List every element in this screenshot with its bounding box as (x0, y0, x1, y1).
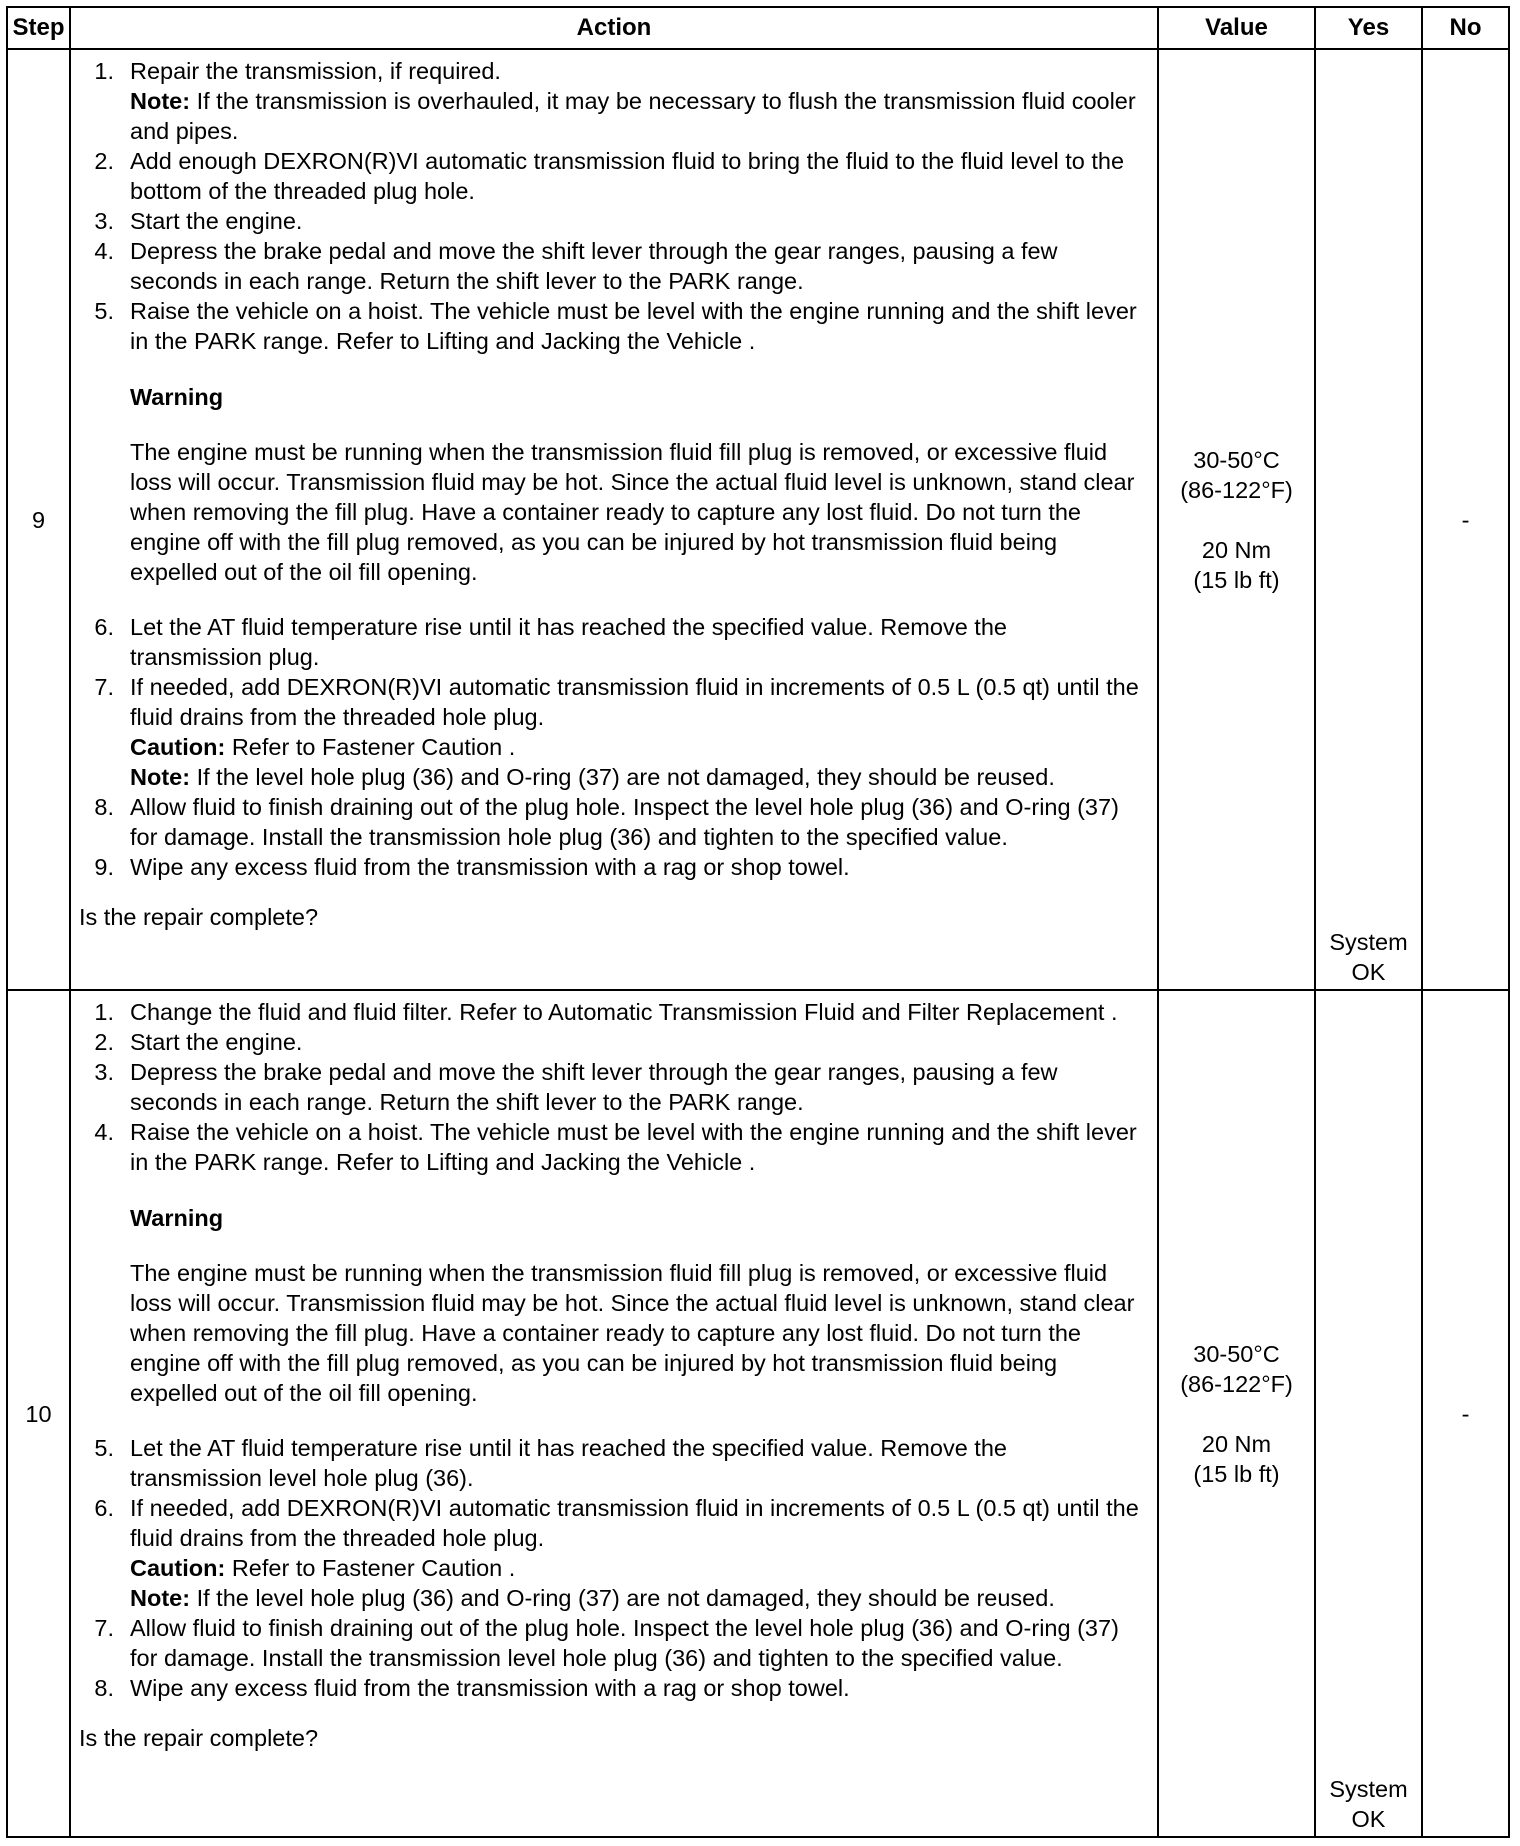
procedure-list (79, 997, 1143, 1177)
action-cell (70, 990, 1158, 1837)
step-number: 10 (7, 990, 70, 1837)
list-item: 4. Depress the brake pedal and move the shift lever through the gear ranges, pausing a few seconds in each range. Return the shift lever to the PARK range. (94, 238, 1058, 294)
procedure-list (79, 1433, 1143, 1703)
list-item: 1. Change the fluid and fluid filter. Refer to Automatic Transmission Fluid and Filter Replacement . (94, 999, 1118, 1025)
temp-celsius: 30-50°C (1193, 1340, 1280, 1367)
no-cell: - (1422, 990, 1509, 1837)
procedure-list (79, 56, 1143, 356)
yes-cell: System OK (1315, 49, 1422, 990)
list-item: 8. Wipe any excess fluid from the transmission with a rag or shop towel. (94, 1675, 850, 1701)
list-item: 7. If needed, add DEXRON(R)VI automatic transmission fluid in increments of 0.5 L (0.5 qt) until the fluid drains from the threaded hole plug. Caution: Refer to Fastener Caution . Note: If the level hole plug (36) and O-ring (37) are not damaged, they should be reused. (79, 672, 1143, 792)
diagnostic-table (6, 6, 1510, 1838)
action-cell (70, 49, 1158, 990)
header-value: Value (1158, 7, 1315, 49)
list-item: 8. Allow fluid to finish draining out of the plug hole. Inspect the level hole plug (36) and O-ring (37) for damage. Install the transmission hole plug (36) and tighten to the specified value. (94, 794, 1119, 850)
temp-fahrenheit: (86-122°F) (1180, 476, 1293, 503)
question: Is the repair complete? (79, 1725, 319, 1751)
list-item: 2. Add enough DEXRON(R)VI automatic transmission fluid to bring the fluid to the fluid level to the bottom of the threaded plug hole. (94, 148, 1125, 204)
step-number: 9 (7, 49, 70, 990)
table-row-step-9 (7, 49, 1509, 990)
no-cell: - (1422, 49, 1509, 990)
torque-nm: 20 Nm (1201, 536, 1272, 563)
table-row-step-10 (7, 990, 1509, 1837)
warning-title: Warning (130, 384, 224, 410)
value-cell (1158, 990, 1315, 1837)
list-item: 4. Raise the vehicle on a hoist. The vehicle must be level with the engine running and the shift lever in the PARK range. Refer to Lifting and Jacking the Vehicle . (94, 1119, 1137, 1175)
note: Note: If the level hole plug (36) and O-ring (37) are not damaged, they should be reused. (130, 1585, 1055, 1611)
temp-fahrenheit: (86-122°F) (1180, 1370, 1293, 1397)
torque-lbft: (15 lb ft) (1193, 1460, 1280, 1487)
caution: Caution: Refer to Fastener Caution . (130, 734, 516, 760)
header-yes: Yes (1315, 7, 1422, 49)
yes-cell: System OK (1315, 990, 1422, 1837)
list-item: 2. Start the engine. (94, 1029, 303, 1055)
list-item: 7. Allow fluid to finish draining out of the plug hole. Inspect the level hole plug (36) and O-ring (37) for damage. Install the transmission level hole plug (36) and tighten to the specified value. (94, 1615, 1119, 1671)
list-item: 6. If needed, add DEXRON(R)VI automatic transmission fluid in increments of 0.5 L (0.5 qt) until the fluid drains from the threaded hole plug. Caution: Refer to Fastener Caution . Note: If the level hole plug (36) and O-ring (37) are not damaged, they should be reused. (79, 1493, 1143, 1613)
header-action: Action (70, 7, 1158, 49)
list-item: 3. Depress the brake pedal and move the shift lever through the gear ranges, pausing a few seconds in each range. Return the shift lever to the PARK range. (94, 1059, 1058, 1115)
procedure-list (79, 612, 1143, 882)
warning-text: The engine must be running when the transmission fluid fill plug is removed, or excessive fluid loss will occur. Transmission fluid may be hot. Since the actual fluid level is unknown, stand clear when removing the fill plug. Have a container ready to capture any lost fluid. Do not turn the engine off with the fill plug removed, as you can be injured by hot transmission fluid being expelled out of the oil fill opening. (130, 439, 1135, 585)
question: Is the repair complete? (79, 904, 319, 930)
list-item: 9. Wipe any excess fluid from the transmission with a rag or shop towel. (94, 854, 850, 880)
header-step: Step (7, 7, 70, 49)
list-item: 1. Repair the transmission, if required. Note: If the transmission is overhauled, it may be necessary to flush the transmission fluid cooler and pipes. (79, 56, 1143, 146)
list-item: 3. Start the engine. (94, 208, 303, 234)
list-item: 5. Let the AT fluid temperature rise until it has reached the specified value. Remove the transmission level hole plug (36). (94, 1435, 1007, 1491)
warning-title: Warning (130, 1205, 224, 1231)
caution: Caution: Refer to Fastener Caution . (130, 1555, 516, 1581)
value-cell (1158, 49, 1315, 990)
temp-celsius: 30-50°C (1193, 446, 1280, 473)
list-item: 5. Raise the vehicle on a hoist. The vehicle must be level with the engine running and the shift lever in the PARK range. Refer to Lifting and Jacking the Vehicle . (94, 298, 1137, 354)
note: Note: If the level hole plug (36) and O-ring (37) are not damaged, they should be reused. (130, 764, 1055, 790)
torque-nm: 20 Nm (1201, 1430, 1272, 1457)
header-row (7, 7, 1509, 49)
header-no: No (1422, 7, 1509, 49)
list-item: 6. Let the AT fluid temperature rise until it has reached the specified value. Remove the transmission plug. (94, 614, 1007, 670)
torque-lbft: (15 lb ft) (1193, 566, 1280, 593)
warning-text: The engine must be running when the transmission fluid fill plug is removed, or excessive fluid loss will occur. Transmission fluid may be hot. Since the actual fluid level is unknown, stand clear when removing the fill plug. Have a container ready to capture any lost fluid. Do not turn the engine off with the fill plug removed, as you can be injured by hot transmission fluid being expelled out of the oil fill opening. (130, 1260, 1135, 1406)
note: Note: If the transmission is overhauled, it may be necessary to flush the transmission fluid cooler and pipes. (130, 88, 1136, 144)
